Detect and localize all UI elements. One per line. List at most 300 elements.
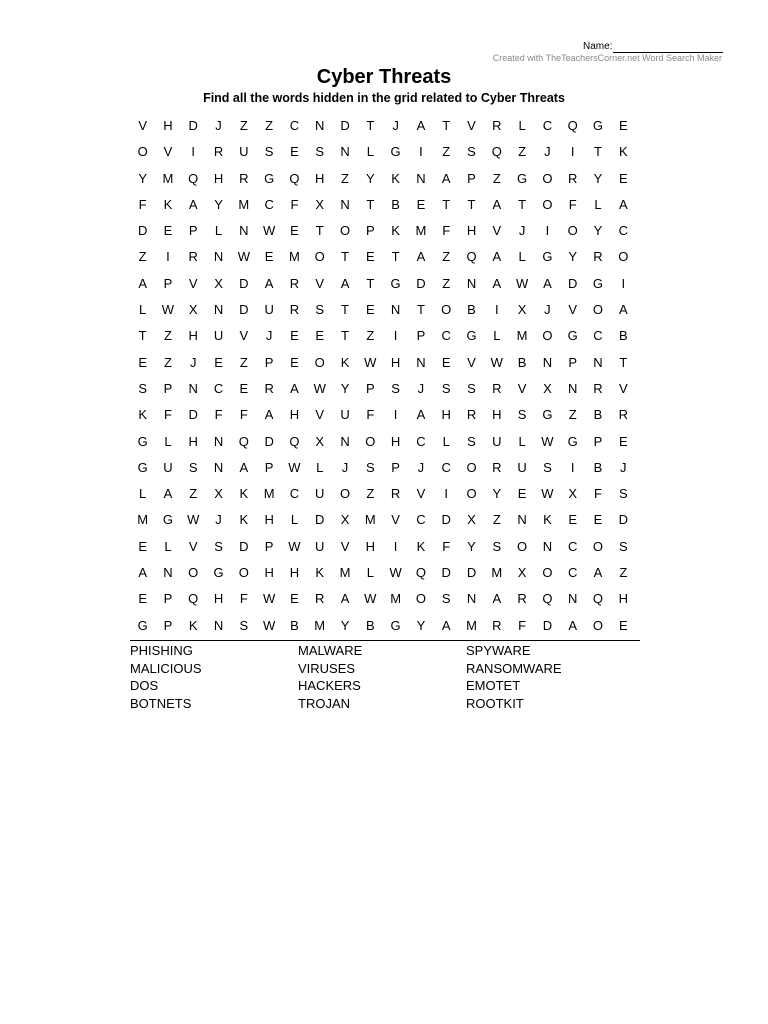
grid-letter: P: [365, 380, 375, 396]
grid-letter: M: [415, 223, 427, 239]
grid-letter: L: [366, 565, 374, 581]
grid-letter: O: [567, 223, 578, 239]
grid-letter: E: [618, 118, 628, 133]
grid-letter: Y: [568, 249, 578, 265]
grid-letter: P: [391, 459, 400, 475]
grid-letter: Y: [340, 380, 350, 396]
grid-letter: E: [517, 486, 527, 502]
letter-grid: [130, 116, 640, 642]
grid-letter: V: [391, 512, 400, 528]
grid-letter: D: [340, 118, 350, 133]
grid-letter: D: [315, 512, 325, 528]
grid-letter: S: [492, 538, 502, 554]
grid-letter: F: [594, 486, 602, 502]
grid-letter: M: [516, 328, 528, 344]
grid-letter: O: [618, 249, 629, 265]
grid-letter: O: [441, 302, 452, 318]
grid-letter: K: [391, 170, 400, 186]
grid-letter: G: [567, 328, 578, 344]
grid-letter: Z: [492, 512, 501, 528]
grid-letter: O: [339, 486, 351, 502]
grid-letter: V: [467, 118, 476, 133]
grid-letter: L: [139, 486, 147, 502]
grid-letter: P: [264, 354, 274, 370]
grid-letter: H: [188, 328, 198, 344]
grid-letter: G: [517, 170, 528, 186]
grid-letter: E: [290, 354, 299, 370]
grid-letter: C: [289, 486, 300, 502]
grid-letter: C: [441, 459, 451, 475]
grid-row: [130, 274, 640, 300]
grid-letter: H: [441, 407, 451, 423]
grid-letter: V: [618, 380, 628, 396]
grid-letter: A: [188, 196, 198, 212]
grid-letter: D: [618, 512, 628, 528]
grid-letter: A: [543, 275, 552, 291]
grid-letter: S: [315, 144, 325, 160]
divider: [130, 640, 640, 641]
grid-letter: C: [416, 512, 426, 528]
grid-letter: L: [518, 118, 526, 133]
grid-letter: F: [214, 407, 223, 423]
grid-letter: J: [392, 118, 399, 133]
grid-letter: W: [161, 302, 175, 318]
grid-letter: M: [289, 249, 300, 265]
grid-letter: M: [137, 512, 149, 528]
grid-letter: P: [568, 354, 578, 370]
grid-letter: U: [239, 144, 249, 160]
grid-row: [130, 379, 640, 405]
grid-letter: J: [417, 380, 425, 396]
grid-letter: W: [364, 591, 377, 607]
grid-letter: T: [341, 302, 349, 318]
grid-letter: A: [492, 249, 502, 265]
grid-letter: B: [593, 407, 603, 423]
grid-letter: W: [262, 617, 276, 633]
grid-letter: F: [442, 538, 451, 554]
grid-letter: Y: [138, 170, 147, 186]
grid-letter: D: [239, 302, 249, 318]
grid-letter: W: [541, 433, 554, 449]
grid-letter: A: [618, 196, 628, 212]
grid-letter: R: [492, 380, 502, 396]
grid-letter: U: [315, 538, 325, 554]
grid-letter: L: [164, 538, 172, 554]
grid-letter: E: [618, 170, 628, 186]
grid-row: [130, 300, 640, 326]
grid-letter: E: [290, 223, 299, 239]
grid-letter: V: [163, 144, 173, 160]
grid-letter: C: [593, 328, 603, 344]
grid-letter: V: [239, 328, 249, 344]
grid-letter: A: [492, 275, 502, 291]
grid-letter: N: [163, 565, 173, 581]
grid-letter: N: [213, 249, 224, 265]
grid-letter: J: [417, 459, 425, 475]
grid-letter: H: [213, 591, 224, 607]
grid-letter: O: [137, 144, 148, 160]
grid-letter: T: [391, 249, 400, 265]
grid-letter: O: [314, 354, 325, 370]
grid-letter: Q: [415, 565, 426, 581]
grid-letter: Y: [365, 170, 375, 186]
grid-letter: E: [264, 249, 274, 265]
grid-letter: E: [290, 144, 299, 160]
grid-letter: U: [264, 302, 274, 318]
grid-letter: Q: [542, 591, 553, 607]
grid-letter: O: [542, 328, 553, 344]
grid-letter: J: [265, 328, 273, 344]
grid-letter: I: [191, 144, 196, 160]
grid-letter: N: [213, 433, 224, 449]
grid-letter: O: [592, 538, 604, 554]
grid-letter: V: [315, 275, 325, 291]
grid-letter: Y: [593, 223, 603, 239]
word-bank: [130, 642, 640, 712]
grid-letter: Z: [341, 170, 349, 186]
grid-letter: N: [466, 275, 477, 291]
grid-letter: U: [517, 459, 527, 475]
grid-letter: I: [494, 302, 499, 318]
grid-letter: Q: [289, 433, 300, 449]
grid-letter: N: [239, 223, 249, 239]
grid-letter: I: [545, 223, 550, 239]
grid-letter: Q: [466, 249, 477, 265]
grid-letter: O: [415, 591, 426, 607]
word-bank-column: [466, 642, 640, 712]
grid-letter: X: [214, 275, 223, 291]
grid-letter: E: [593, 512, 603, 528]
grid-letter: U: [213, 328, 224, 344]
grid-letter: K: [543, 512, 552, 528]
grid-letter: Z: [442, 275, 451, 291]
grid-letter: Z: [366, 486, 375, 502]
grid-letter: A: [492, 196, 502, 212]
grid-letter: G: [137, 433, 148, 449]
grid-letter: T: [341, 328, 349, 344]
grid-letter: G: [162, 512, 173, 528]
grid-row: [130, 484, 640, 510]
grid-letter: A: [264, 407, 274, 423]
grid-letter: R: [315, 591, 325, 607]
name-blank-line: [613, 42, 723, 53]
grid-letter: N: [213, 459, 224, 475]
grid-letter: R: [390, 486, 401, 502]
grid-letter: N: [542, 538, 553, 554]
grid-letter: N: [568, 380, 578, 396]
grid-letter: A: [138, 565, 147, 581]
grid-letter: T: [619, 354, 628, 370]
grid-letter: Y: [214, 196, 223, 212]
grid-letter: T: [366, 275, 375, 291]
grid-letter: E: [365, 302, 375, 318]
grid-row: [130, 195, 640, 221]
grid-letter: F: [290, 196, 299, 212]
grid-letter: E: [138, 354, 147, 370]
grid-letter: S: [467, 433, 476, 449]
grid-letter: J: [215, 118, 222, 133]
grid-letter: S: [467, 380, 476, 396]
grid-letter: F: [239, 407, 248, 423]
grid-letter: I: [621, 275, 626, 291]
grid-letter: K: [391, 223, 400, 239]
grid-letter: P: [416, 328, 426, 344]
grid-letter: E: [290, 328, 299, 344]
grid-letter: X: [517, 302, 527, 318]
grid-letter: A: [290, 380, 299, 396]
grid-letter: O: [542, 196, 553, 212]
grid-row: [130, 458, 640, 484]
grid-letter: L: [518, 249, 526, 265]
grid-letter: Z: [492, 170, 501, 186]
grid-row: [130, 169, 640, 195]
grid-letter: X: [340, 512, 350, 528]
grid-letter: B: [290, 617, 299, 633]
grid-letter: M: [491, 565, 503, 581]
grid-letter: C: [568, 538, 578, 554]
grid-letter: K: [188, 617, 198, 633]
grid-letter: H: [289, 407, 300, 423]
grid-letter: J: [189, 354, 197, 370]
grid-letter: R: [213, 144, 224, 160]
grid-letter: X: [315, 196, 325, 212]
word-bank-column: [130, 642, 298, 712]
grid-letter: F: [163, 407, 172, 423]
grid-letter: P: [467, 170, 476, 186]
grid-letter: H: [188, 433, 198, 449]
grid-letter: A: [568, 617, 578, 633]
grid-letter: T: [518, 196, 527, 212]
page-title: Cyber Threats: [316, 66, 452, 88]
grid-letter: M: [314, 617, 326, 633]
grid-letter: D: [239, 538, 249, 554]
grid-letter: R: [568, 170, 578, 186]
grid-letter: E: [163, 223, 173, 239]
grid-letter: S: [517, 407, 527, 423]
grid-letter: E: [239, 380, 249, 396]
grid-letter: L: [594, 196, 602, 212]
grid-letter: C: [213, 380, 224, 396]
grid-letter: R: [492, 459, 502, 475]
grid-row: [130, 221, 640, 247]
grid-letter: Z: [518, 144, 527, 160]
grid-letter: V: [416, 486, 426, 502]
grid-letter: O: [592, 617, 604, 633]
grid-letter: O: [238, 565, 249, 581]
grid-letter: A: [416, 407, 426, 423]
grid-letter: K: [416, 538, 426, 554]
grid-letter: K: [618, 144, 628, 160]
grid-letter: N: [568, 591, 578, 607]
grid-letter: E: [618, 433, 628, 449]
grid-letter: Z: [163, 328, 172, 344]
name-field: [583, 41, 723, 53]
grid-letter: Z: [442, 249, 451, 265]
grid-letter: T: [315, 223, 324, 239]
grid-letter: N: [315, 118, 325, 133]
grid-letter: N: [542, 354, 553, 370]
grid-letter: R: [264, 380, 274, 396]
grid-letter: C: [542, 118, 553, 133]
grid-letter: W: [541, 486, 554, 502]
grid-letter: A: [492, 591, 502, 607]
grid-letter: N: [340, 433, 350, 449]
grid-row: [130, 142, 640, 168]
grid-row: [130, 432, 640, 458]
grid-letter: O: [542, 565, 553, 581]
grid-letter: E: [214, 354, 223, 370]
grid-letter: S: [264, 144, 274, 160]
grid-letter: G: [137, 617, 148, 633]
grid-letter: Y: [467, 538, 476, 554]
grid-letter: U: [163, 459, 173, 475]
grid-letter: N: [416, 354, 426, 370]
grid-letter: T: [366, 196, 375, 212]
grid-letter: H: [163, 118, 173, 133]
grid-letter: P: [163, 275, 173, 291]
grid-letter: U: [340, 407, 350, 423]
grid-letter: X: [214, 486, 223, 502]
grid-letter: Z: [366, 328, 375, 344]
grid-letter: H: [264, 512, 274, 528]
grid-letter: A: [618, 302, 628, 318]
grid-letter: H: [390, 354, 401, 370]
grid-letter: F: [366, 407, 375, 423]
grid-letter: L: [493, 328, 501, 344]
grid-letter: O: [466, 486, 477, 502]
grid-letter: Y: [340, 617, 350, 633]
grid-letter: G: [542, 407, 553, 423]
grid-letter: A: [441, 170, 451, 186]
grid-letter: H: [289, 565, 300, 581]
grid-letter: L: [214, 223, 223, 239]
grid-letter: R: [492, 118, 502, 133]
grid-letter: R: [492, 617, 502, 633]
grid-letter: P: [163, 617, 173, 633]
grid-letter: L: [518, 433, 526, 449]
grid-letter: V: [188, 275, 198, 291]
grid-letter: G: [213, 565, 224, 581]
grid-letter: P: [163, 591, 173, 607]
grid-letter: Q: [238, 433, 249, 449]
grid-letter: N: [213, 302, 224, 318]
grid-letter: C: [568, 565, 578, 581]
grid-letter: H: [315, 170, 325, 186]
grid-letter: G: [466, 328, 477, 344]
grid-letter: V: [517, 380, 527, 396]
grid-letter: G: [390, 144, 401, 160]
grid-letter: S: [441, 591, 451, 607]
grid-letter: O: [314, 249, 325, 265]
grid-letter: Z: [442, 144, 451, 160]
grid-letter: T: [442, 118, 451, 133]
grid-letter: H: [264, 565, 274, 581]
grid-letter: W: [490, 354, 503, 370]
grid-letter: L: [290, 512, 299, 528]
grid-letter: D: [568, 275, 578, 291]
grid-letter: R: [188, 249, 198, 265]
grid-letter: H: [618, 591, 628, 607]
grid-letter: N: [593, 354, 603, 370]
grid-letter: I: [419, 144, 423, 160]
grid-letter: R: [289, 275, 300, 291]
grid-letter: P: [163, 380, 173, 396]
grid-letter: C: [289, 118, 300, 133]
grid-letter: S: [618, 538, 628, 554]
grid-letter: I: [444, 486, 449, 502]
grid-letter: W: [237, 249, 250, 265]
grid-letter: T: [594, 144, 602, 160]
grid-letter: S: [467, 144, 476, 160]
grid-letter: L: [316, 459, 324, 475]
grid-letter: I: [393, 407, 398, 423]
grid-letter: F: [239, 591, 248, 607]
grid-letter: Q: [592, 591, 604, 607]
grid-letter: E: [441, 354, 451, 370]
grid-letter: N: [517, 512, 527, 528]
grid-row: [130, 616, 640, 642]
grid-row: [130, 537, 640, 563]
grid-letter: P: [188, 223, 198, 239]
grid-letter: T: [467, 196, 476, 212]
grid-letter: C: [416, 433, 426, 449]
grid-letter: X: [315, 433, 325, 449]
grid-letter: D: [264, 433, 274, 449]
word-bank-item: ROOTKIT: [466, 695, 524, 711]
grid-letter: D: [441, 512, 451, 528]
grid-letter: M: [466, 617, 477, 633]
grid-letter: P: [365, 223, 375, 239]
grid-letter: A: [340, 591, 350, 607]
grid-letter: I: [393, 328, 398, 344]
grid-letter: J: [215, 512, 222, 528]
grid-letter: N: [466, 591, 477, 607]
grid-letter: D: [188, 407, 198, 423]
word-bank-item: HACKERS: [298, 678, 361, 693]
grid-letter: K: [239, 512, 249, 528]
grid-letter: J: [341, 459, 349, 475]
grid-letter: G: [137, 459, 148, 475]
grid-letter: H: [466, 223, 477, 239]
grid-letter: W: [364, 354, 377, 370]
grid-letter: A: [416, 249, 426, 265]
grid-letter: A: [593, 565, 603, 581]
grid-letter: V: [315, 407, 325, 423]
grid-letter: I: [393, 538, 398, 554]
name-label: Name:: [583, 41, 613, 52]
grid-letter: L: [139, 302, 147, 318]
grid-letter: W: [288, 459, 301, 475]
grid-letter: X: [517, 565, 527, 581]
grid-letter: E: [138, 538, 147, 554]
grid-letter: K: [315, 565, 325, 581]
grid-letter: G: [390, 275, 401, 291]
grid-letter: S: [365, 459, 375, 475]
grid-letter: R: [466, 407, 477, 423]
grid-letter: V: [467, 354, 476, 370]
grid-letter: Q: [491, 144, 502, 160]
grid-letter: W: [389, 565, 402, 581]
grid-letter: O: [188, 565, 199, 581]
grid-letter: G: [592, 118, 604, 133]
grid-letter: F: [568, 196, 577, 212]
grid-letter: D: [239, 275, 249, 291]
grid-row: [130, 405, 640, 431]
grid-letter: T: [366, 118, 375, 133]
grid-letter: X: [543, 380, 552, 396]
grid-letter: Z: [265, 118, 274, 133]
grid-letter: A: [163, 486, 173, 502]
